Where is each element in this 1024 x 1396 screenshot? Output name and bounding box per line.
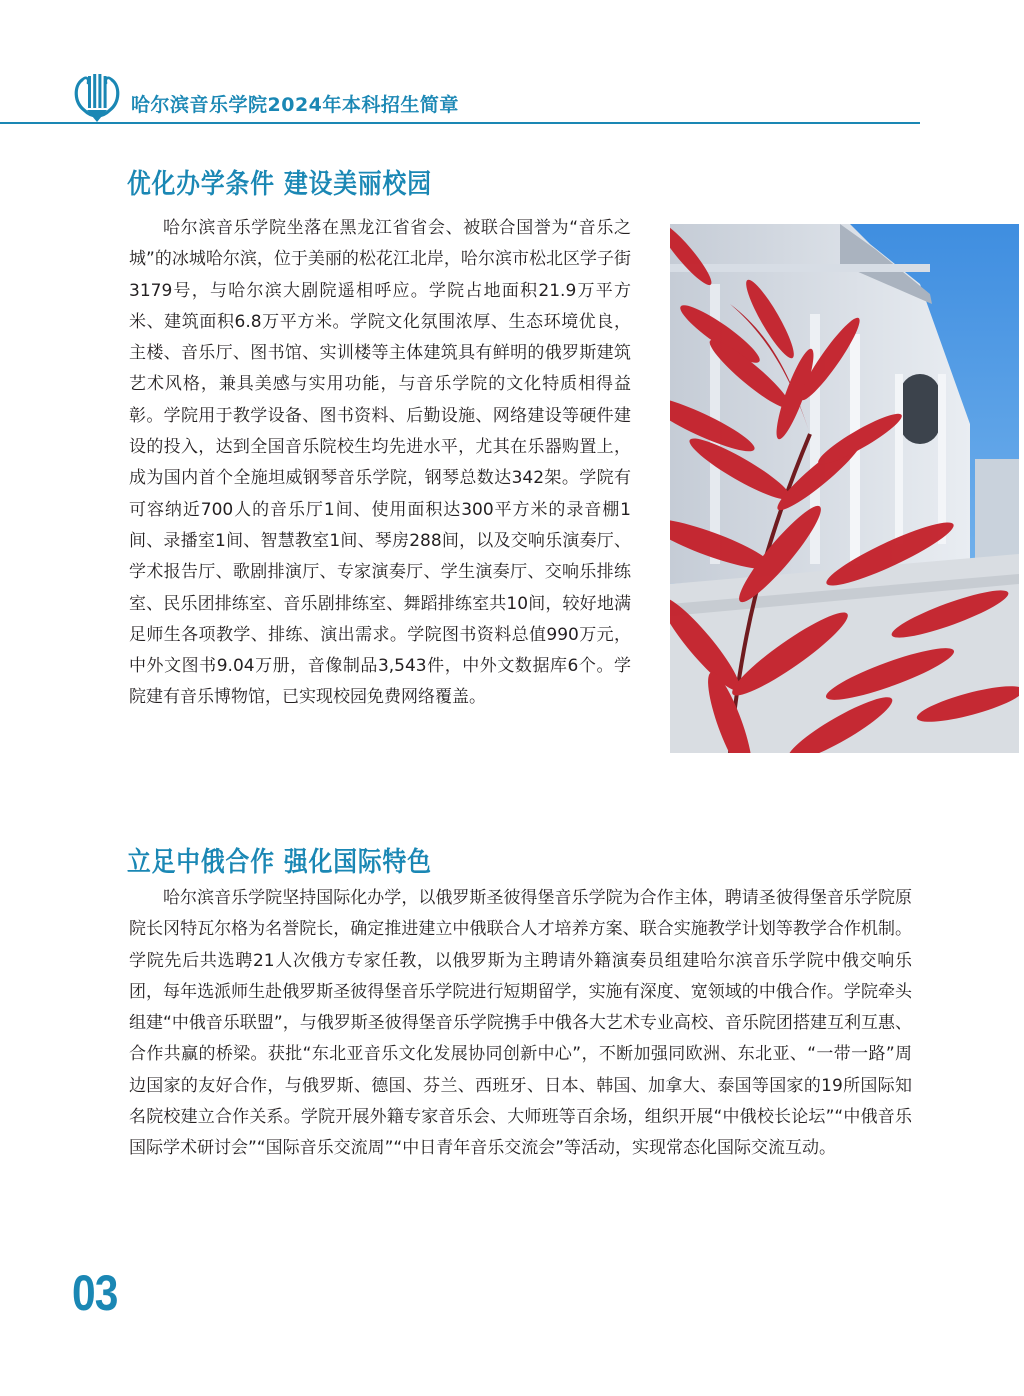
header-divider	[0, 122, 920, 124]
section-paragraph-campus: 哈尔滨音乐学院坐落在黑龙江省省会、被联合国誉为“音乐之城”的冰城哈尔滨，位于美丽的松花江北岸，哈尔滨市松北区学子街3179号，与哈尔滨大剧院遥相呼应。学院占地面积21.9万平方米、建筑面积6.8万平方米。学院文化氛围浓厚、生态环境优良，主楼、音乐厅、图书馆、实训楼等主体建筑具有鲜明的俄罗斯建筑艺术风格，兼具美感与实用功能，与音乐学院的文化特质相得益彰。学院用于教学设备、图书资料、后勤设施、网络建设等硬件建设的投入，达到全国音乐院校生均先进水平，尤其在乐器购置上，成为国内首个全施坦威钢琴音乐学院，钢琴总数达342架。学院有可容纳近700人的音乐厅1间、使用面积达300平方米的录音棚1间、录播室1间、智慧教室1间、琴房288间，以及交响乐演奏厅、学术报告厅、歌剧排演厅、专家演奏厅、学生演奏厅、交响乐排练室、民乐团排练室、音乐剧排练室、舞蹈排练室共10间，较好地满足师生各项教学、排练、演出需求。学院图书资料总值990万元，中外文图书9.04万册，音像制品3,543件，中外文数据库6个。学院建有音乐博物馆，已实现校园免费网络覆盖。	[129, 218, 631, 708]
page-number: 03	[72, 1265, 118, 1321]
brochure-title: 哈尔滨音乐学院2024年本科招生简章	[131, 94, 459, 116]
section-paragraph-international: 哈尔滨音乐学院坚持国际化办学，以俄罗斯圣彼得堡音乐学院为合作主体，聘请圣彼得堡音乐学院原院长冈特瓦尔格为名誉院长，确定推进建立中俄联合人才培养方案、联合实施教学计划等教学合作机制。学院先后共选聘21人次俄方专家任教，以俄罗斯为主聘请外籍演奏员组建哈尔滨音乐学院中俄交响乐团，每年选派师生赴俄罗斯圣彼得堡音乐学院进行短期留学，实施有深度、宽领域的中俄合作。学院牵头组建“中俄音乐联盟”，与俄罗斯圣彼得堡音乐学院携手中俄各大艺术专业高校、音乐院团搭建互利互惠、合作共赢的桥梁。获批“东北亚音乐文化发展协同创新中心”，不断加强同欧洲、东北亚、“一带一路”周边国家的友好合作，与俄罗斯、德国、芬兰、西班牙、日本、韩国、加拿大、泰国等国家的19所国际知名院校建立合作关系。学院开展外籍专家音乐会、大师班等百余场，组织开展“中俄校长论坛”“中俄音乐国际学术研讨会”“国际音乐交流周”“中日青年音乐交流会”等活动，实现常态化国际交流互动。	[129, 888, 912, 1159]
page-header	[0, 0, 1024, 130]
lyre-logo-icon	[72, 72, 122, 124]
section-title-international: 立足中俄合作 强化国际特色	[127, 847, 432, 878]
section-title-campus: 优化办学条件 建设美丽校园	[127, 169, 432, 200]
campus-building-photo	[670, 224, 1019, 753]
